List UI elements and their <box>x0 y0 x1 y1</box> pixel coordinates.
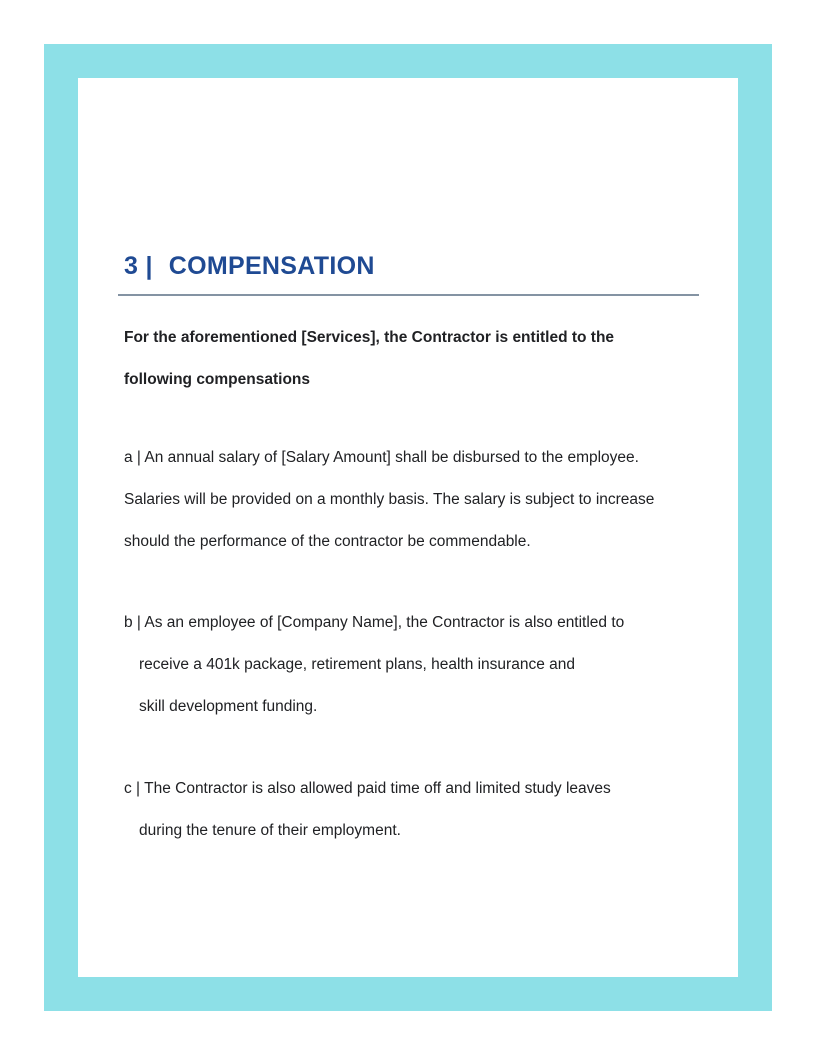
clause-c <box>124 768 700 852</box>
clause-a-line-1: a | An annual salary of [Salary Amount] shall be disbursed to the employee. <box>124 448 639 466</box>
clause-b-line-1: b | As an employee of [Company Name], the Contractor is also entitled to <box>124 613 625 631</box>
intro-paragraph <box>124 317 700 401</box>
clause-a-line-2: Salaries will be provided on a monthly basis. The salary is subject to increase <box>124 490 655 508</box>
intro-line-1: For the aforementioned [Services], the Contractor is entitled to the <box>124 328 615 346</box>
clause-a-line-3: should the performance of the contractor be commendable. <box>124 532 531 550</box>
heading-rule <box>118 294 699 296</box>
section-number: 3 | <box>124 252 153 280</box>
clause-c-line-2: during the tenure of their employment. <box>139 821 401 839</box>
clause-a <box>124 437 700 563</box>
section-heading <box>124 253 700 281</box>
clause-c-line-1: c | The Contractor is also allowed paid time off and limited study leaves <box>124 779 611 797</box>
section-title: COMPENSATION <box>168 252 375 280</box>
intro-line-2: following compensations <box>124 370 311 388</box>
page-content <box>124 253 700 852</box>
clause-b-line-2: receive a 401k package, retirement plans, health insurance and <box>139 655 575 673</box>
clause-b-line-3: skill development funding. <box>139 697 318 715</box>
clause-b <box>124 602 700 728</box>
